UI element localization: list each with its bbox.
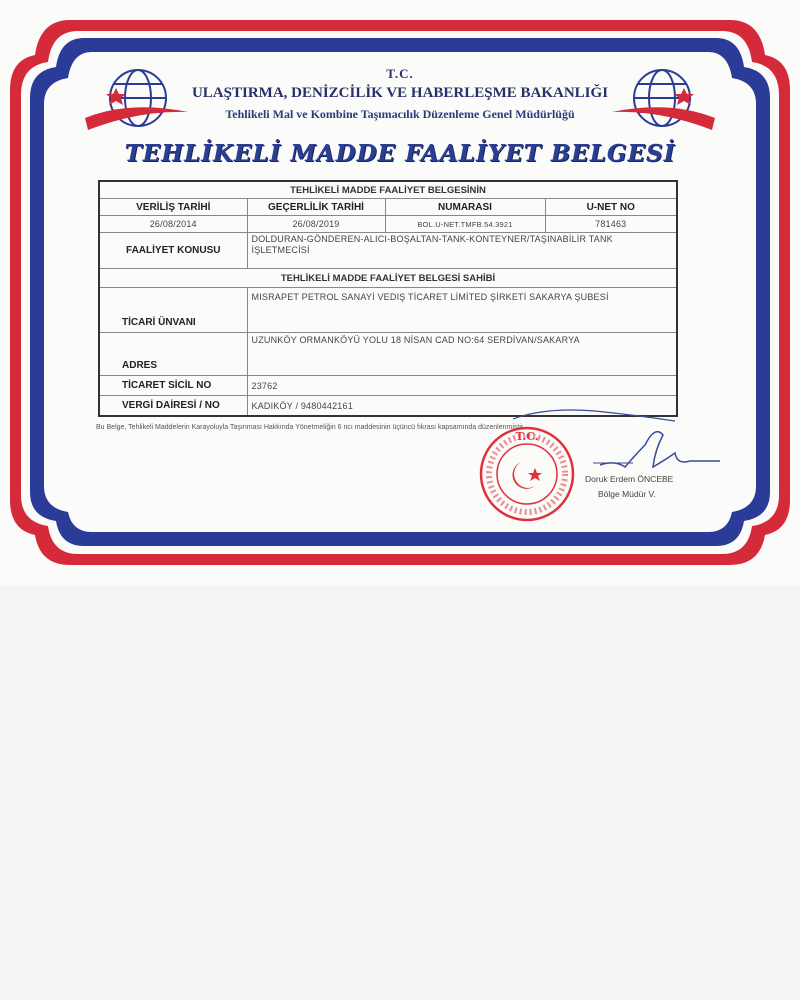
registry-label: TİCARET SİCİL NO (99, 375, 247, 395)
col-header-validity-date: GEÇERLİLİK TARİHİ (247, 199, 385, 216)
trade-name-label: TİCARİ ÜNVANI (99, 288, 247, 333)
validity-date-value: 26/08/2019 (247, 216, 385, 233)
seal-label: T.C. (515, 430, 539, 443)
activity-value: DOLDURAN-GÖNDEREN-ALICI-BOŞALTAN-TANK-KONTEYNER/TAŞINABİLİR TANK İŞLETMECİSİ (247, 233, 677, 269)
col-header-issue-date: VERİLİŞ TARİHİ (99, 199, 247, 216)
footnote: Bu Belge, Tehlikeli Maddelerin Karayoluyla Taşınması Hakkında Yönetmeliğin 6 ncı maddesinin üçüncü fıkrası kapsamında düzenlenmiştir. (96, 424, 525, 431)
signatory-name: Doruk Erdem ÖNCEBE (585, 474, 674, 484)
col-header-number: NUMARASI (385, 199, 545, 216)
issue-date-value: 26/08/2014 (99, 216, 247, 233)
header-tc: T.C. (386, 66, 414, 81)
document-title: TEHLİKELİ MADDE FAALİYET BELGESİ (124, 140, 676, 167)
certificate-table (98, 180, 678, 417)
address-value: UZUNKÖY ORMANKÖYÜ YOLU 18 NİSAN CAD NO:64 SERDİVAN/SAKARYA (247, 333, 677, 376)
address-label: ADRES (99, 333, 247, 376)
activity-label: FAALİYET KONUSU (99, 233, 247, 269)
blank-scan-area (0, 585, 800, 1000)
section-holder-header: TEHLİKELİ MADDE FAALİYET BELGESİ SAHİBİ (99, 269, 677, 288)
col-header-unet-no: U-NET NO (545, 199, 677, 216)
unet-no-value: 781463 (545, 216, 677, 233)
trade-name-value: MISRAPET PETROL SANAYİ VEDIŞ TİCARET LİMİTED ŞİRKETİ SAKARYA ŞUBESİ (247, 288, 677, 333)
tax-label: VERGİ DAİRESİ / NO (99, 396, 247, 416)
number-value: BOL.U-NET.TMFB.54.3921 (385, 216, 545, 233)
handwritten-signature-icon (505, 405, 725, 485)
signatory-title: Bölge Müdür V. (598, 489, 656, 499)
ministry-name: ULAŞTIRMA, DENİZCİLİK VE HABERLEŞME BAKANLIĞI (191, 85, 609, 101)
section-certificate-header: TEHLİKELİ MADDE FAALİYET BELGESİNİN (99, 181, 677, 199)
tax-value: KADIKÖY / 9480442161 (247, 396, 677, 416)
registry-value: 23762 (247, 375, 677, 395)
department-name: Tehlikeli Mal ve Kombine Taşımacılık Düzenleme Genel Müdürlüğü (225, 107, 575, 121)
